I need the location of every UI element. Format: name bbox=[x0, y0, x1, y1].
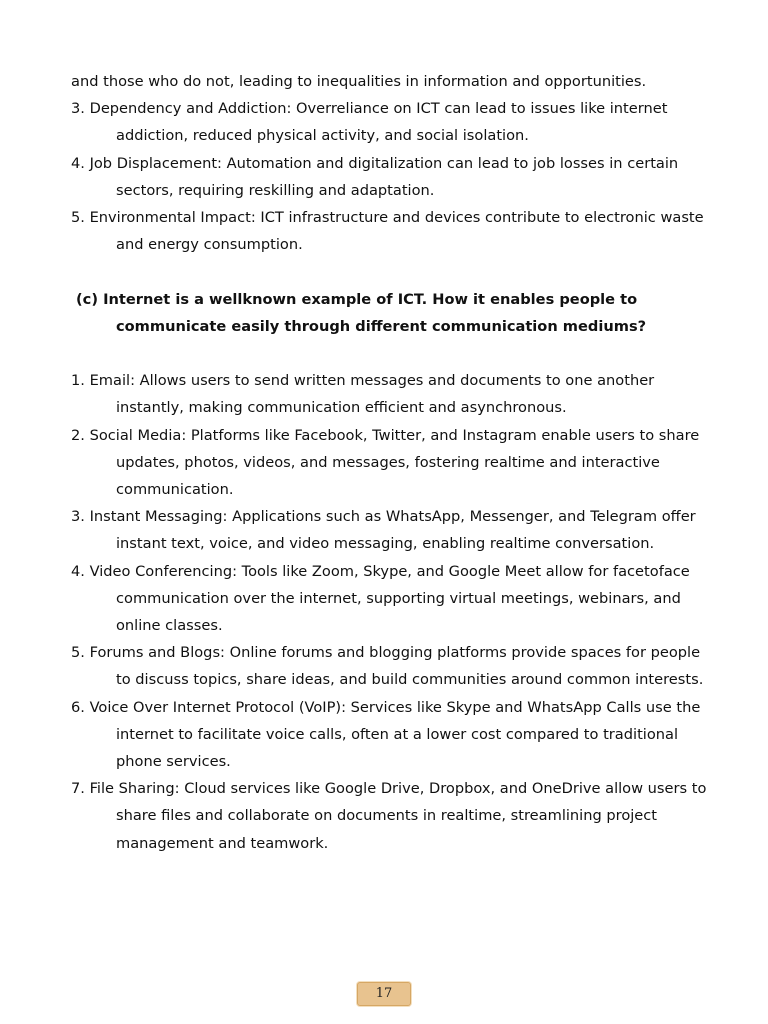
disadvantages-list bbox=[71, 95, 711, 258]
list-item bbox=[71, 204, 711, 258]
list-item-text: Social Media: Platforms like Facebook, Twitter, and Instagram enable users to share updates, photos, videos, and messages, fostering realtime and interactive communication. bbox=[89, 426, 700, 499]
spacer bbox=[71, 340, 711, 367]
page-content bbox=[71, 68, 711, 857]
list-item-number: 7. bbox=[71, 780, 85, 798]
list-item-number: 4. bbox=[71, 562, 85, 580]
list-item-text: Dependency and Addiction: Overreliance on ICT can lead to issues like internet addiction, reduced physical activity, and social isolation. bbox=[89, 100, 668, 145]
page-number-badge: 17 bbox=[357, 982, 411, 1006]
list-item-number: 5. bbox=[71, 209, 85, 227]
list-item-text: Email: Allows users to send written messages and documents to one another instantly, making communication efficient and asynchronous. bbox=[89, 372, 655, 417]
list-item-text: Instant Messaging: Applications such as WhatsApp, Messenger, and Telegram offer instant text, voice, and video messaging, enabling realtime conversation. bbox=[89, 508, 696, 553]
list-item-number: 4. bbox=[71, 154, 85, 172]
list-item-number: 5. bbox=[71, 644, 85, 662]
question-text: Internet is a wellknown example of ICT. How it enables people to communicate easily through different communication mediums? bbox=[103, 290, 647, 335]
list-item-number: 2. bbox=[71, 426, 85, 444]
list-item-text: Job Displacement: Automation and digitalization can lead to job losses in certain sectors, requiring reskilling and adaptation. bbox=[89, 154, 679, 199]
answers-list bbox=[71, 367, 711, 857]
list-item bbox=[71, 95, 711, 149]
list-item-number: 3. bbox=[71, 100, 85, 118]
list-item bbox=[71, 422, 711, 504]
list-item bbox=[71, 639, 711, 693]
list-item bbox=[71, 775, 711, 857]
list-item bbox=[71, 694, 711, 776]
list-item-text: Forums and Blogs: Online forums and blogging platforms provide spaces for people to discuss topics, share ideas, and build communities around common interests. bbox=[89, 644, 704, 689]
list-item-text: Video Conferencing: Tools like Zoom, Skype, and Google Meet allow for facetoface communication over the internet, supporting virtual meetings, webinars, and online classes. bbox=[89, 562, 690, 635]
list-item-number: 3. bbox=[71, 508, 85, 526]
spacer bbox=[71, 258, 711, 285]
list-item-number: 6. bbox=[71, 698, 85, 716]
list-item-text: Environmental Impact: ICT infrastructure and devices contribute to electronic waste and energy consumption. bbox=[89, 209, 704, 254]
list-item-number: 1. bbox=[71, 372, 85, 390]
list-item-text: Voice Over Internet Protocol (VoIP): Services like Skype and WhatsApp Calls use the internet to facilitate voice calls, often at a lower cost compared to traditional phone services. bbox=[89, 698, 701, 771]
list-item bbox=[71, 367, 711, 421]
list-item-text: File Sharing: Cloud services like Google Drive, Dropbox, and OneDrive allow users to share files and collaborate on documents in realtime, streamlining project management and teamwork. bbox=[89, 780, 707, 852]
continuation-text: and those who do not, leading to inequalities in information and opportunities. bbox=[71, 73, 647, 90]
list-item bbox=[71, 558, 711, 640]
question-label: (c) bbox=[76, 290, 98, 308]
question-heading bbox=[71, 286, 711, 340]
list-item bbox=[71, 503, 711, 557]
list-item bbox=[71, 150, 711, 204]
